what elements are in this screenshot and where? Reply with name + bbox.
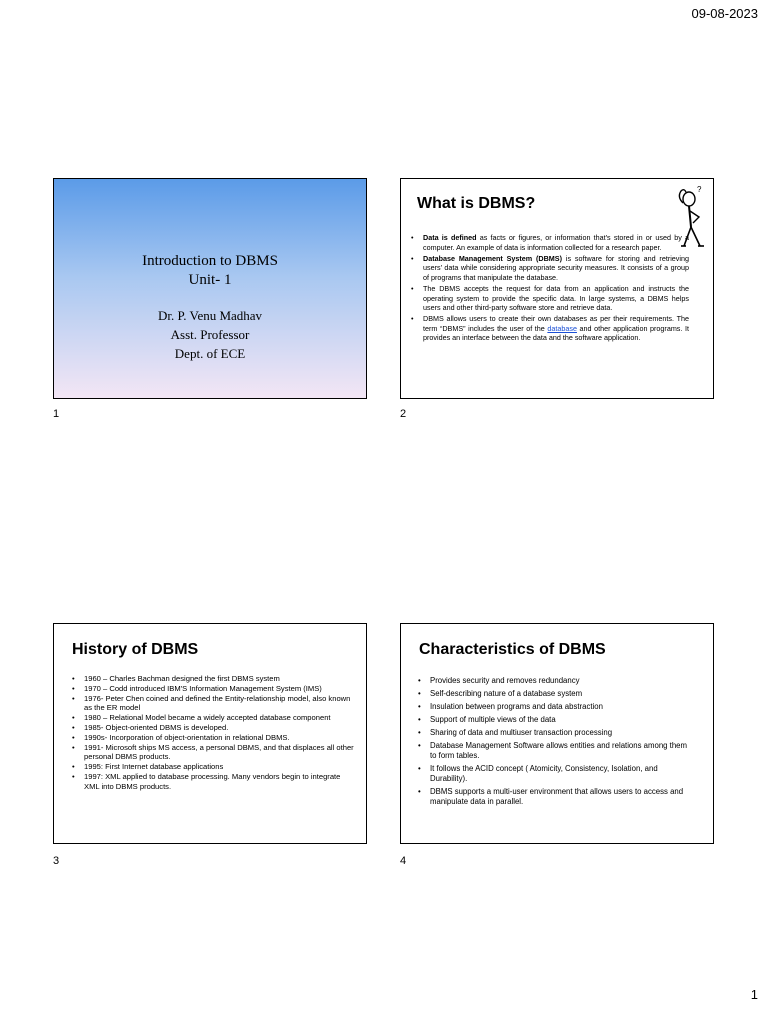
slide-2-bullet <box>411 284 689 313</box>
slide-1-author: Dr. P. Venu Madhav <box>157 308 263 323</box>
slide-4 <box>400 623 714 844</box>
slide-3-bullet: • 1960 – Charles Bachman designed the first DBMS system <box>72 674 356 683</box>
slide-4-bullet: • Sharing of data and multiuser transaction processing <box>418 728 693 738</box>
slide-3-bullet: • 1980 – Relational Model became a widely accepted database component <box>72 713 356 722</box>
slide-2-bullet <box>411 254 689 283</box>
slide-3-bullet: • 1991- Microsoft ships MS access, a personal DBMS, and that displaces all other personal DBMS products. <box>72 743 356 761</box>
slide-1-author-block <box>54 306 366 363</box>
slide-1-number: 1 <box>53 408 60 420</box>
slide-2-bullet-bold: Database Management System (DBMS) <box>423 253 562 263</box>
slide-3-bullet: • 1990s- Incorporation of object-orientation in relational DBMS. <box>72 733 356 742</box>
slide-3-bullet: • 1976- Peter Chen coined and defined the Entity-relationship model, also known as the ER model <box>72 694 356 712</box>
slide-3 <box>53 623 367 844</box>
slide-3-bullet: • 1970 – Codd introduced IBM'S Information Management System (IMS) <box>72 684 356 693</box>
slide-4-number: 4 <box>400 855 407 867</box>
slide-4-bullet: • Database Management Software allows entities and relations among them to form tables. <box>418 741 693 761</box>
page-number: 1 <box>750 987 758 1002</box>
slide-2-bullet <box>411 233 689 252</box>
slide-4-bullet: • DBMS supports a multi-user environment that allows users to access and manipulate data in parallel. <box>418 787 693 807</box>
slide-2-bullet-text: as facts or figures, or information that's stored in or used by a computer. An example of data is information collected for a research paper. <box>423 233 689 252</box>
slide-1-title-line1: Introduction to DBMS <box>142 253 278 269</box>
slide-1-title-line2: Unit- 1 <box>188 272 232 288</box>
slide-3-title: History of DBMS <box>72 641 199 658</box>
slide-2-bullet <box>411 314 689 343</box>
slide-3-bullet: • 1997: XML applied to database processing. Many vendors begin to integrate XML into DBMS products. <box>72 772 356 790</box>
slide-3-number: 3 <box>53 855 60 867</box>
slide-1-title <box>54 252 366 290</box>
slide-2-bullet-text: and other application programs. It provides an interface between the data and the software application. <box>423 323 689 343</box>
slide-3-bullets <box>72 674 356 792</box>
slide-2-bullet-bold: Data is defined <box>423 233 477 242</box>
slide-1-department: Dept. of ECE <box>174 346 246 361</box>
slide-2-number: 2 <box>400 408 407 420</box>
slide-2-bullet-text: DBMS allows users to create their own databases as per their requirements. The term “DBMS” includes the user of the <box>423 314 689 333</box>
slide-2-bullets <box>411 233 689 345</box>
slide-1-position: Asst. Professor <box>170 327 250 342</box>
slide-4-bullet: • Self-describing nature of a database system <box>418 689 693 699</box>
slide-4-title: Characteristics of DBMS <box>419 641 606 658</box>
svg-text:?: ? <box>697 185 702 194</box>
header-date: 09-08-2023 <box>691 6 758 21</box>
slide-4-bullet: • Provides security and removes redundancy <box>418 676 693 686</box>
slide-3-bullet: • 1995: First Internet database applications <box>72 762 356 771</box>
slide-4-bullet: • Insulation between programs and data abstraction <box>418 702 693 712</box>
slide-2-title: What is DBMS? <box>417 195 536 212</box>
slide-2-bullet-text: The DBMS accepts the request for data from an application and instructs the operating system to provide the specific data. In large systems, a DBMS helps users and other third-party software store and retrieve data. <box>423 283 689 313</box>
database-link[interactable]: database <box>547 323 577 333</box>
slide-4-bullets <box>418 676 693 810</box>
slide-2 <box>400 178 714 399</box>
slide-3-bullet: • 1985- Object-oriented DBMS is developed. <box>72 723 356 732</box>
slide-4-bullet: • It follows the ACID concept ( Atomicity, Consistency, Isolation, and Durability). <box>418 764 693 784</box>
slide-4-bullet: • Support of multiple views of the data <box>418 715 693 725</box>
slide-1 <box>53 178 367 399</box>
slide-2-bullet-text: is software for storing and retrieving users' data while considering appropriate security measures. It consists of a group of programs that manipulate the database. <box>423 253 689 282</box>
